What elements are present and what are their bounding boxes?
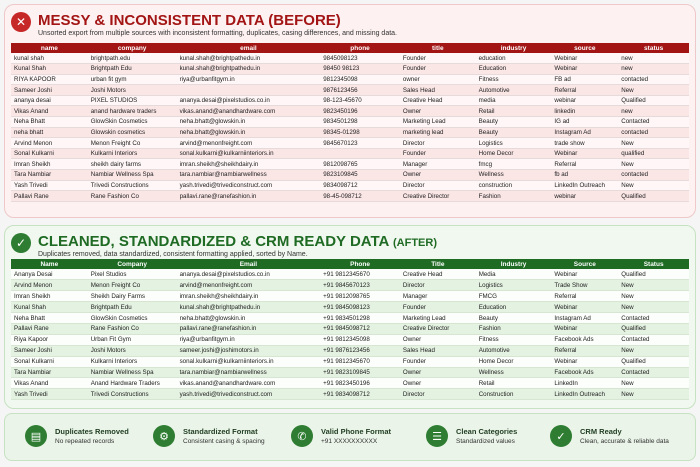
table-cell: pallavi.rane@ranefashion.in <box>177 191 321 202</box>
table-cell: Director <box>400 280 476 291</box>
table-row <box>11 345 689 356</box>
table-cell: yash.trivedi@trivediconstruct.com <box>177 389 321 400</box>
table-cell: Owner <box>400 334 476 345</box>
table-cell: Director <box>400 138 476 149</box>
table-cell: Manager <box>400 291 476 302</box>
table-cell: Facebook Ads <box>551 334 618 345</box>
table-cell: anand hardware traders <box>88 106 177 117</box>
table-cell: Contacted <box>618 334 689 345</box>
table-cell: neha.bhatt@glowskin.in <box>177 313 321 324</box>
table-cell: Joshi Motors <box>88 345 177 356</box>
table-cell: Webinar <box>551 323 618 334</box>
table-cell: Beauty <box>476 127 552 138</box>
table-cell: arvind@menonfreight.com <box>177 280 321 291</box>
table-cell: sonal.kulkarni@kulkarniinteriors.in <box>177 148 321 159</box>
table-cell: +91 9845098712 <box>320 323 400 334</box>
table-cell: Construction <box>476 389 552 400</box>
table-cell: kunal.shah@brightpathedu.in <box>177 64 321 75</box>
after-column-header: Status <box>618 259 689 269</box>
table-cell: imran.sheikh@sheikhdairy.in <box>177 291 321 302</box>
after-column-header: Email <box>177 259 321 269</box>
table-cell: Vikas Anand <box>11 378 88 389</box>
table-row <box>11 389 689 400</box>
table-cell: Imran Sheikh <box>11 159 88 170</box>
table-cell: contacted <box>618 127 689 138</box>
table-cell: Home Decor <box>476 148 552 159</box>
table-cell: Brightpath Edu <box>88 302 177 313</box>
before-column-header: status <box>618 43 689 53</box>
table-cell: webinar <box>551 191 618 202</box>
summary-card-subtitle: Consistent casing & spacing <box>183 438 265 445</box>
table-cell: sameer.joshi@joshimotors.in <box>177 345 321 356</box>
table-cell: contacted <box>618 74 689 85</box>
table-cell: Marketing Lead <box>400 313 476 324</box>
table-cell: media <box>476 95 552 106</box>
table-cell: Wellness <box>476 170 552 181</box>
table-cell: Home Decor <box>476 356 552 367</box>
table-cell: +91 9812098765 <box>320 291 400 302</box>
table-cell: Webinar <box>551 148 618 159</box>
table-cell: 98-123-45670 <box>320 95 400 106</box>
table-row <box>11 291 689 302</box>
table-cell: Fitness <box>476 74 552 85</box>
table-cell: 98-45-098712 <box>320 191 400 202</box>
table-cell: kunal.shah@brightpathedu.in <box>177 53 321 64</box>
table-cell: Brightpath Edu <box>88 64 177 75</box>
before-title: MESSY & INCONSISTENT DATA (BEFORE) <box>38 12 341 29</box>
before-column-header: source <box>551 43 618 53</box>
table-cell: +91 9812345670 <box>320 269 400 280</box>
table-cell: Manager <box>400 159 476 170</box>
table-cell: new <box>618 64 689 75</box>
table-cell: webinar <box>551 95 618 106</box>
table-row <box>11 180 689 191</box>
table-cell: Webinar <box>551 269 618 280</box>
table-cell: Founder <box>400 302 476 313</box>
table-cell: +91 9845670123 <box>320 280 400 291</box>
table-cell: New <box>618 378 689 389</box>
table-cell: Trivedi Constructions <box>88 180 177 191</box>
table-cell: Creative Head <box>400 95 476 106</box>
table-row <box>11 74 689 85</box>
table-cell: Qualified <box>618 191 689 202</box>
table-cell: Sales Head <box>400 345 476 356</box>
table-cell: Contacted <box>618 313 689 324</box>
table-cell: Arvind Menon <box>11 138 88 149</box>
table-cell: Tara Nambiar <box>11 367 88 378</box>
table-row <box>11 191 689 202</box>
table-cell: Sales Head <box>400 85 476 96</box>
table-cell: Webinar <box>551 302 618 313</box>
after-column-header: Name <box>11 259 88 269</box>
table-cell: Kunal Shah <box>11 64 88 75</box>
table-row <box>11 53 689 64</box>
table-cell: Trade Show <box>551 280 618 291</box>
table-cell: Media <box>476 269 552 280</box>
table-row <box>11 85 689 96</box>
after-table <box>11 259 689 400</box>
table-cell: Logistics <box>476 280 552 291</box>
table-cell: Owner <box>400 170 476 181</box>
table-cell: Referral <box>551 85 618 96</box>
table-cell: +91 9823109845 <box>320 367 400 378</box>
table-cell: ananya desai <box>11 95 88 106</box>
table-cell: new <box>618 53 689 64</box>
before-column-header: industry <box>476 43 552 53</box>
table-cell: ananya.desai@pixelstudios.co.in <box>177 269 321 280</box>
table-cell: New <box>618 180 689 191</box>
table-cell: Creative Director <box>400 191 476 202</box>
table-cell: Webinar <box>551 64 618 75</box>
table-cell: Automotive <box>476 345 552 356</box>
table-cell: Instagram Ad <box>551 127 618 138</box>
table-cell: riya@urbanfitgym.in <box>177 334 321 345</box>
summary-card-title: Valid Phone Format <box>321 427 392 436</box>
table-cell: Riya Kapoor <box>11 334 88 345</box>
table-cell: Vikas Anand <box>11 106 88 117</box>
table-row <box>11 148 689 159</box>
table-cell: Menon Freight Co <box>88 138 177 149</box>
table-row <box>11 367 689 378</box>
summary-bar <box>4 413 696 461</box>
table-cell: 98345-01298 <box>320 127 400 138</box>
table-cell: Fashion <box>476 323 552 334</box>
adjust-format-icon: ⚙ <box>153 425 175 447</box>
table-cell: Qualified <box>618 356 689 367</box>
check-icon: ✓ <box>11 233 31 253</box>
table-cell: Founder <box>400 64 476 75</box>
table-cell: New <box>618 85 689 96</box>
before-column-header: title <box>400 43 476 53</box>
table-cell: +91 9834098712 <box>320 389 400 400</box>
table-cell: Qualified <box>618 269 689 280</box>
table-cell: Sonal Kulkarni <box>11 148 88 159</box>
table-row <box>11 378 689 389</box>
table-row <box>11 280 689 291</box>
table-cell: LinkedIn Outreach <box>551 180 618 191</box>
table-cell: Sonal Kulkarni <box>11 356 88 367</box>
categories-icon: ☰ <box>426 425 448 447</box>
table-cell: tara.nambiar@nambiarwellness <box>177 367 321 378</box>
before-header <box>10 9 689 43</box>
table-cell: Neha Bhatt <box>11 117 88 128</box>
before-panel <box>4 4 696 218</box>
table-cell: Facebook Ads <box>551 367 618 378</box>
table-cell: +91 9812345098 <box>320 334 400 345</box>
table-cell: fb ad <box>551 170 618 181</box>
table-cell: contacted <box>618 170 689 181</box>
table-cell: Menon Freight Co <box>88 280 177 291</box>
summary-card-subtitle: +91 XXXXXXXXXX <box>321 438 378 445</box>
table-cell: Urban Fit Gym <box>88 334 177 345</box>
table-cell: Kulkarni Interiors <box>88 148 177 159</box>
table-cell: Creative Head <box>400 269 476 280</box>
table-cell: urban fit gym <box>88 74 177 85</box>
table-row <box>11 313 689 324</box>
before-table <box>11 43 689 202</box>
table-cell: 9823109845 <box>320 170 400 181</box>
table-cell: Ananya Desai <box>11 269 88 280</box>
table-cell: construction <box>476 180 552 191</box>
after-title-main: CLEANED, STANDARDIZED & CRM READY DATA <box>38 233 389 250</box>
table-cell: Kunal Shah <box>11 302 88 313</box>
table-cell: Beauty <box>476 117 552 128</box>
table-cell: Glowskin cosmetics <box>88 127 177 138</box>
table-cell: linkedin <box>551 106 618 117</box>
table-cell: neha.bhatt@glowskin.in <box>177 127 321 138</box>
table-cell: Qualified <box>618 95 689 106</box>
table-cell: Logistics <box>476 138 552 149</box>
after-title-suffix: (AFTER) <box>393 237 438 249</box>
table-cell: Education <box>476 64 552 75</box>
table-cell: PIXEL STUDIOS <box>88 95 177 106</box>
before-column-header: email <box>177 43 321 53</box>
table-cell: FMCG <box>476 291 552 302</box>
table-cell: +91 9823450196 <box>320 378 400 389</box>
table-cell: Referral <box>551 159 618 170</box>
summary-card-title: Standardized Format <box>183 427 258 436</box>
table-cell: Pallavi Rane <box>11 323 88 334</box>
x-icon: ✕ <box>11 12 31 32</box>
table-cell: neha bhatt <box>11 127 88 138</box>
table-cell: Anand Hardware Traders <box>88 378 177 389</box>
table-cell: kunal.shah@brightpathedu.in <box>177 302 321 313</box>
table-cell: education <box>476 53 552 64</box>
after-panel <box>4 225 696 409</box>
table-cell: Owner <box>400 378 476 389</box>
table-cell: Nambiar Wellness Spa <box>88 367 177 378</box>
table-cell: IG ad <box>551 117 618 128</box>
table-cell: ananya.desai@pixelstudios.co.in <box>177 95 321 106</box>
table-cell: Creative Director <box>400 323 476 334</box>
after-description: Duplicates removed, data standardized, consistent formatting applied, sorted by Name. <box>38 251 308 258</box>
table-cell: Tara Nambiar <box>11 170 88 181</box>
table-cell: vikas.anand@anandhardware.com <box>177 106 321 117</box>
table-cell: sonal.kulkarni@kulkarniinteriors.in <box>177 356 321 367</box>
table-cell: Contacted <box>618 117 689 128</box>
table-cell: Rane Fashion Co <box>88 191 177 202</box>
after-column-header: Title <box>400 259 476 269</box>
summary-card-subtitle: Standardized values <box>456 438 515 445</box>
table-cell: LinkedIn Outreach <box>551 389 618 400</box>
table-cell: New <box>618 302 689 313</box>
table-cell: arvind@menonfreight.com <box>177 138 321 149</box>
table-row <box>11 117 689 128</box>
table-row <box>11 170 689 181</box>
table-row <box>11 356 689 367</box>
table-cell: RIYA KAPOOR <box>11 74 88 85</box>
before-column-header: company <box>88 43 177 53</box>
table-cell: 98450 98123 <box>320 64 400 75</box>
table-cell: Contacted <box>618 367 689 378</box>
table-row <box>11 302 689 313</box>
table-cell: sheikh dairy farms <box>88 159 177 170</box>
table-cell: +91 9876123456 <box>320 345 400 356</box>
table-cell: Trivedi Constructions <box>88 389 177 400</box>
table-row <box>11 95 689 106</box>
table-cell: Sameer Joshi <box>11 85 88 96</box>
table-cell: 9834098712 <box>320 180 400 191</box>
table-cell: New <box>618 389 689 400</box>
table-cell: Nambiar Wellness Spa <box>88 170 177 181</box>
table-row <box>11 334 689 345</box>
table-cell: New <box>618 280 689 291</box>
before-description: Unsorted export from multiple sources with inconsistent formatting, duplicates, casing differences, and missing data. <box>38 30 397 37</box>
table-cell: marketing lead <box>400 127 476 138</box>
table-cell: LinkedIn <box>551 378 618 389</box>
table-cell: Qualified <box>618 323 689 334</box>
table-cell: owner <box>400 74 476 85</box>
after-title <box>38 233 437 250</box>
after-column-header: Phone <box>320 259 400 269</box>
table-cell: Webinar <box>551 356 618 367</box>
table-cell: Kulkarni Interiors <box>88 356 177 367</box>
table-cell: +91 9834501298 <box>320 313 400 324</box>
table-cell: 9845670123 <box>320 138 400 149</box>
table-cell: Joshi Motors <box>88 85 177 96</box>
table-cell <box>177 85 321 96</box>
summary-card-subtitle: No repeated records <box>55 438 115 445</box>
table-cell: Wellness <box>476 367 552 378</box>
table-cell: Rane Fashion Co <box>88 323 177 334</box>
table-cell: Director <box>400 180 476 191</box>
table-cell: New <box>618 138 689 149</box>
table-row <box>11 269 689 280</box>
table-cell: Sheikh Dairy Farms <box>88 291 177 302</box>
table-cell: brightpath.edu <box>88 53 177 64</box>
after-column-header: Company <box>88 259 177 269</box>
table-cell: Owner <box>400 367 476 378</box>
table-cell: 9876123456 <box>320 85 400 96</box>
table-cell: Yash Trivedi <box>11 389 88 400</box>
table-cell: Automotive <box>476 85 552 96</box>
table-row <box>11 138 689 149</box>
table-cell: Pixel Studios <box>88 269 177 280</box>
table-cell: Referral <box>551 345 618 356</box>
table-cell: Instagram Ad <box>551 313 618 324</box>
table-cell: Education <box>476 302 552 313</box>
table-cell: 9823450196 <box>320 106 400 117</box>
table-cell: Sameer Joshi <box>11 345 88 356</box>
table-cell: Neha Bhatt <box>11 313 88 324</box>
table-cell: +91 9812345670 <box>320 356 400 367</box>
table-cell: New <box>618 291 689 302</box>
table-cell: 9812098765 <box>320 159 400 170</box>
table-cell: Retail <box>476 106 552 117</box>
summary-card-subtitle: Clean, accurate & reliable data <box>580 438 669 445</box>
table-cell: pallavi.rane@ranefashion.in <box>177 323 321 334</box>
table-cell: yash.trivedi@trivediconstruct.com <box>177 180 321 191</box>
table-cell: +91 9845098123 <box>320 302 400 313</box>
table-cell: neha.bhatt@glowskin.in <box>177 117 321 128</box>
table-row <box>11 106 689 117</box>
table-cell: FB ad <box>551 74 618 85</box>
summary-card-title: Clean Categories <box>456 427 518 436</box>
table-cell: Pallavi Rane <box>11 191 88 202</box>
table-cell: tara.nambiar@nambiarwellness <box>177 170 321 181</box>
table-cell: Beauty <box>476 313 552 324</box>
table-cell: Director <box>400 389 476 400</box>
document-list-icon: ▤ <box>25 425 47 447</box>
table-cell: Referral <box>551 291 618 302</box>
table-cell: GlowSkin Cosmetics <box>88 313 177 324</box>
table-cell: Owner <box>400 106 476 117</box>
table-cell: Webinar <box>551 53 618 64</box>
table-cell: fmcg <box>476 159 552 170</box>
table-cell: 9812345098 <box>320 74 400 85</box>
table-cell: Founder <box>400 148 476 159</box>
table-cell: Fitness <box>476 334 552 345</box>
table-cell: Retail <box>476 378 552 389</box>
table-cell <box>320 148 400 159</box>
table-cell: Fashion <box>476 191 552 202</box>
before-column-header: phone <box>320 43 400 53</box>
table-row <box>11 127 689 138</box>
phone-icon: ✆ <box>291 425 313 447</box>
table-cell: Arvind Menon <box>11 280 88 291</box>
after-column-header: Source <box>551 259 618 269</box>
table-cell: New <box>618 159 689 170</box>
table-cell: Imran Sheikh <box>11 291 88 302</box>
table-cell: 9834501298 <box>320 117 400 128</box>
summary-card-title: CRM Ready <box>580 427 622 436</box>
table-cell: kunal shah <box>11 53 88 64</box>
table-cell: qualified <box>618 148 689 159</box>
table-cell: Founder <box>400 53 476 64</box>
table-cell: imran.sheikh@sheikhdairy.in <box>177 159 321 170</box>
summary-card-title: Duplicates Removed <box>55 427 129 436</box>
table-cell: GlowSkin Cosmetics <box>88 117 177 128</box>
table-row <box>11 323 689 334</box>
before-column-header: name <box>11 43 88 53</box>
table-cell: 9845098123 <box>320 53 400 64</box>
table-cell: riya@urbanfitgym.in <box>177 74 321 85</box>
after-column-header: Industry <box>476 259 552 269</box>
table-cell: new <box>618 106 689 117</box>
check-circle-icon: ✓ <box>550 425 572 447</box>
table-cell: Yash Trivedi <box>11 180 88 191</box>
table-cell: vikas.anand@anandhardware.com <box>177 378 321 389</box>
table-row <box>11 159 689 170</box>
table-cell: New <box>618 345 689 356</box>
table-cell: Founder <box>400 356 476 367</box>
table-cell: trade show <box>551 138 618 149</box>
table-cell: Marketing Lead <box>400 117 476 128</box>
table-row <box>11 64 689 75</box>
